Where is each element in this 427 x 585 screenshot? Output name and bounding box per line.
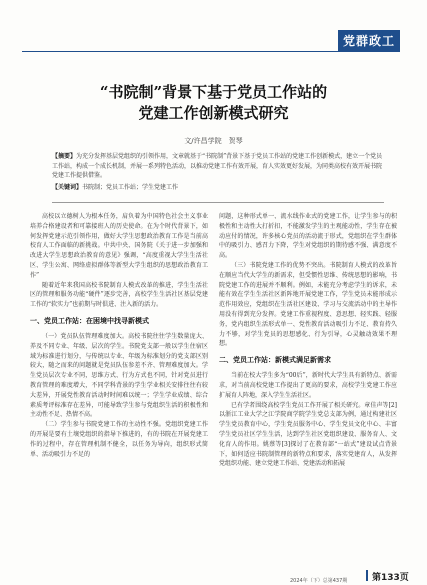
abstract-summary: [52, 152, 384, 181]
article-byline: 文/许昌学院 贺琴: [184, 137, 243, 145]
section-heading: 一、党员工作站：在困境中找寻新模式: [30, 316, 149, 325]
article-title-line1: “书院制”背景下基于党员工作站的: [99, 83, 328, 101]
body-paragraph: （三）书院党建工作的优势不突出。书院制育人模式的改革旨在顺应当代大学生的新需求，但受惯性思维、传统思想的影响，书院党建工作的进展并不顺利。例如，未能充分考虑学生的诉求，未能有效在学生生活社区新阵地开展党建工作，学生党员未能形成示范作用效应，党组织在生活社区建设、学习与交流活动中的主导作用没有得到充分发挥。党建工作重视程度、意思想、轻实践、轻服务，党内组织生活形式单一、党性教育活动吸引力不足、教育持久力不够，对学生党员的思想感化、行为引导，心灵触动效果不理想。: [219, 261, 397, 348]
body-paragraph: 问题，这种形式单一、流水线作业式的党建工作，让学生参与的积极性和主动性大打折扣，不能激发学生的主观能动性，学生存在被动应付的情况，许多核心党员的活动流于形式，党组织在学生群体中的吸引力、感召力下降，学生对党组织的期待感不强、满意度不高。: [219, 213, 397, 260]
issue-info: 2024年（下）总第437期: [290, 578, 348, 584]
article-title-line2: 党建工作创新模式研究: [138, 104, 289, 122]
abstract-divider: [52, 202, 384, 203]
body-paragraph: 随着近年来我国高校书院制育人模式改革的推进，学生生活社区的管理和服务功能“硬件”逐步完善，高校学生生活社区基层党建工作的“软实力”也前期与时俱进、注入新的活力。: [30, 281, 208, 309]
section-heading: 二、党员工作站：新模式满足新需求: [219, 356, 331, 365]
right-column: [219, 212, 397, 469]
abstract-keywords: [52, 183, 384, 193]
article-title: [20, 82, 407, 124]
body-paragraph: （二）学生参与书院党建工作的主动性不强。党组织党建工作的开展是要有土壤党组织的指导下推进的，有的书院在开展党建工作的过程中，存在管理机制不健全，以任务为导向，组织形式简单、活动吸引力不足的: [30, 421, 208, 458]
section-label: 党群政工: [338, 30, 400, 52]
body-paragraph: 当前在校大学生多为“00后”，新时代大学生具有新特点、新需求，对当前高校党建工作提出了更高的要求，高校学生党建工作应扩展育人阵地，深入学生生活社区。: [219, 372, 397, 399]
abstract-keywords-label: 【关键词】: [52, 183, 83, 191]
body-paragraph: 高校以立德树人为根本任务，肩负着为中国特色社会主义事业培养合格建设者和可靠接班人的历史使命。在为个时代背景下，如何发挥党建示范引领作用，做好大学生思想政治教育工作是当前高校育人工作面临的新挑战。中共中央、国务院《关于进一步加强和改进大学生思想政治教育的意见》强调，“高度重视大学生生活社区、学生公寓、网络虚拟群体等新型大学生组织的思想政治教育工作”: [30, 213, 208, 279]
body-paragraph: 已有学者围绕高校学生党员工作开展了相关研究。章佳声等[2]以浙江工业大学之江学院商学院学生党总支部为例，通过构建社区学生党员教育中心，学生党员服务中心、学生党员文化中心、丰富学生党员社区学生生活，达到学生社区党组织建设、服务育人、文化育人的作用。姚蔡等[3]探讨了在教育部“一站式”建设试点背景下，如何适应书院制管理的新特点和要求，落实党建育人，从发挥党组织功能、建立党建工作站、党建活动和拓展: [219, 401, 397, 468]
left-column: [30, 212, 208, 459]
abstract-summary-text: 为充分发挥基层党组织的引领作用，文章就基于“书院制”背景下基于党员工作站的党建工作创新模式，建立一个党员工作站，构成一个成长机制，并展一系列特色活动，以推动党建工作有效开展，育人实效更好发展，为同类高校有效开展书院党建工作提供借鉴。: [52, 153, 383, 180]
abstract-block: [52, 152, 384, 194]
abstract-keywords-text: 书院制；党员工作站；学生党建工作: [82, 183, 179, 191]
page-number-marker: [366, 570, 368, 581]
page-number: 第133页: [372, 573, 409, 583]
abstract-summary-label: 【摘要】: [52, 153, 77, 160]
body-paragraph: （一）党员队伍管理难度加大。高校书院往往学生数量庞大、养及不同专业、年级、层次的学生。书院党支部一般以学生住宿区域为标准进行划分，与传统以专业、年级为标准划分的党支部区别较大，随之而来的问题就是党员队伍参差不齐、管理难度加大。学生党员层次专业不同，思维方式、行为方式也不同，针对党员进行教育管理的难度增大，不同学科背景的学生学业相关安排往往有较大差异，开展党性教育活动时时间难以统一；学生学业成绩、综合素质考评标准存在差异，可能导致学生参与党组织生活的积极性和主动性不足、热情不高。: [30, 332, 208, 419]
section-rule: [22, 51, 338, 52]
